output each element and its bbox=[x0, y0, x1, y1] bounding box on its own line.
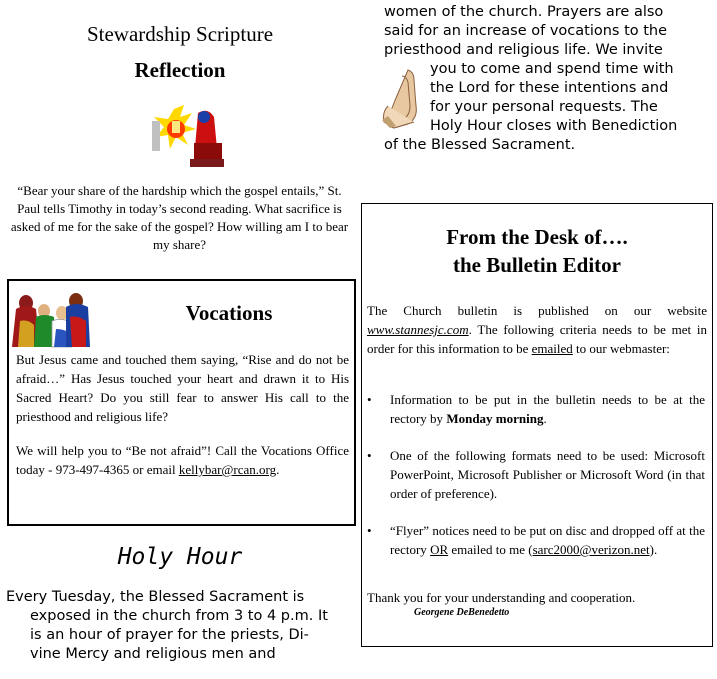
bullet-1-prefix: Information to be put in the bulletin needs to be at the rectory by bbox=[390, 392, 705, 426]
editor-email-link[interactable]: sarc2000@verizon.net bbox=[532, 542, 650, 557]
holy-hour-title: Holy Hour bbox=[117, 544, 243, 570]
bullet-3-icon: • bbox=[367, 523, 372, 538]
bullet-3-or: OR bbox=[430, 542, 449, 557]
website-link[interactable]: www.stannesjc.com bbox=[367, 322, 469, 337]
vocations-email-link[interactable]: kellybar@rcan.org bbox=[178, 462, 277, 477]
stewardship-reflection-text: “Bear your share of the hardship which the gospel entails,” St. Paul tells Timothy in today’s second reading. What sacrifice is asked of me for the sake of the gospel? How willing am I to bear my share? bbox=[10, 183, 349, 252]
bullet-1-suffix: . bbox=[543, 411, 547, 426]
holy-hour-line-2: exposed in the church from 3 to 4 p.m. It bbox=[30, 608, 328, 624]
desk-intro-suffix: to our webmaster: bbox=[572, 341, 670, 356]
desk-intro-mid: . The following criteria needs to be met in order for this information to be bbox=[367, 322, 707, 356]
holy-hour-line-4: vine Mercy and religious men and bbox=[30, 646, 276, 662]
holy-hour-line-3: is an hour of prayer for the priests, Di- bbox=[30, 627, 309, 643]
bullet-2-text: One of the following formats need to be used: Microsoft PowerPoint, Microsoft Publisher or Microsoft Word (in that order of preference). bbox=[390, 448, 705, 501]
desk-intro-prefix: The Church bulletin is published on our website bbox=[367, 303, 707, 318]
holy-hour-line-1: Every Tuesday, the Blessed Sacrament is bbox=[6, 589, 305, 605]
holy-family-clipart-icon bbox=[12, 291, 90, 349]
bullet-3-suffix: ). bbox=[649, 542, 658, 557]
holy-hour-continued-line-3: priesthood and religious life. We invite bbox=[384, 42, 663, 58]
holy-hour-continued-line-7: Holy Hour closes with Benediction bbox=[430, 118, 678, 134]
bullet-2-icon: • bbox=[367, 448, 372, 463]
bullet-3-mid: emailed to me ( bbox=[448, 542, 533, 557]
desk-thanks-text: Thank you for your understanding and cooperation. bbox=[367, 590, 636, 605]
bullet-3-prefix: “Flyer” notices need to be put on disc and dropped off at the rectory bbox=[390, 523, 705, 557]
emailed-link[interactable]: emailed bbox=[531, 341, 573, 356]
stewardship-title-line2: Reflection bbox=[134, 58, 226, 82]
holy-hour-continued-line-8: of the Blessed Sacrament. bbox=[384, 137, 576, 153]
desk-title-line2: the Bulletin Editor bbox=[452, 253, 621, 277]
holy-hour-continued-line-5: the Lord for these intentions and bbox=[430, 80, 669, 96]
bulletin-editor-box bbox=[361, 203, 713, 647]
vocations-paragraph-1: But Jesus came and touched them saying, “Rise and do not be afraid…” Has Jesus touched your heart and drawn it to His Sacred Heart? Do you still fear to answer His call to the priesthood and religious life? bbox=[16, 352, 349, 424]
stewardship-title-line1: Stewardship Scripture bbox=[86, 22, 274, 46]
vocations-title: Vocations bbox=[185, 301, 273, 325]
praying-hands-icon bbox=[378, 66, 426, 130]
holy-hour-continued-line-6: for your personal requests. The bbox=[430, 99, 658, 115]
holy-hour-continued-line-4: you to come and spend time with bbox=[430, 61, 674, 77]
vocations-paragraph-2 bbox=[16, 441, 349, 479]
holy-hour-continued-line-2: said for an increase of vocations to the bbox=[384, 23, 668, 39]
desk-title-line1: From the Desk of…. bbox=[446, 225, 628, 249]
desk-intro-text bbox=[367, 301, 707, 358]
holy-hour-continued-line-1: women of the church. Prayers are also bbox=[384, 4, 664, 20]
stewardship-clipart-icon bbox=[146, 103, 226, 167]
vocations-paragraph-2-text: We will help you to “Be not afraid”! Call the Vocations Office today - 973-497-4365 or email bbox=[16, 443, 349, 477]
bullet-1-icon: • bbox=[367, 392, 372, 407]
vocations-box bbox=[7, 279, 356, 526]
bullet-1-text bbox=[390, 390, 705, 428]
bullet-3-text bbox=[390, 521, 705, 559]
bullet-1-bold: Monday morning bbox=[446, 411, 544, 426]
vocations-paragraph-2-end: . bbox=[276, 462, 280, 477]
editor-signature: Georgene DeBenedetto bbox=[414, 607, 510, 618]
